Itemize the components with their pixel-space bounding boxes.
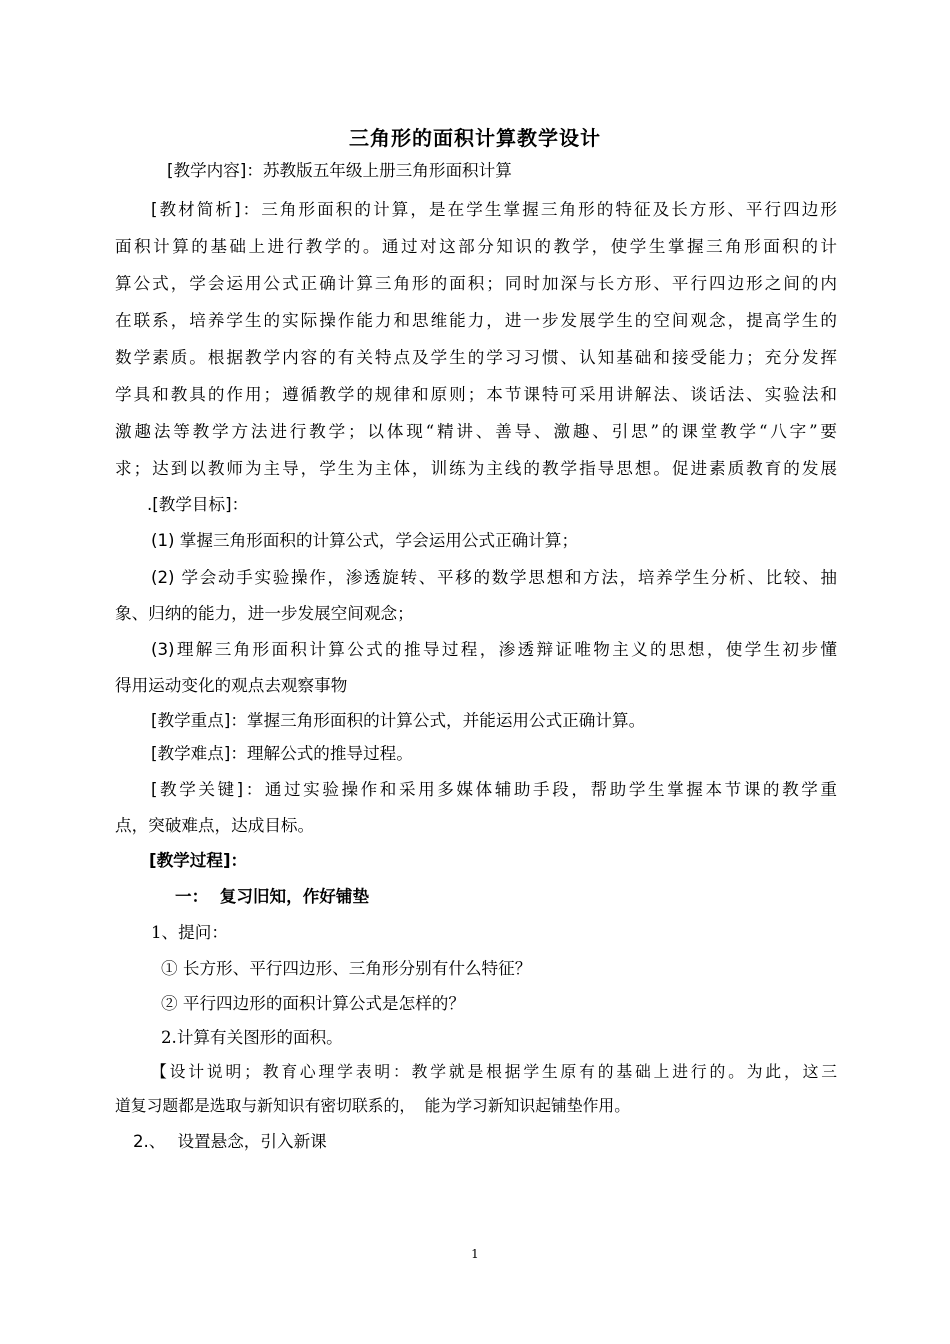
goal-3-line-2: 得用运动变化的观点去观察事物	[115, 676, 348, 695]
goal-2-number: (2)	[151, 568, 175, 587]
goal-2	[151, 567, 837, 589]
questions-label: 1、提问：	[151, 923, 228, 942]
goal-1-text: 掌握三角形面积的计算公式，学会运用公式正确计算；	[174, 531, 579, 550]
difficulty-text: 理解公式的推导过程。	[246, 744, 413, 763]
difficulty	[151, 743, 837, 765]
document-title: 三角形的面积计算教学设计	[349, 126, 601, 150]
analysis-text-1: 三角形面积的计算，是在学生掌握三角形的特征及长方形、平行四边形	[261, 200, 837, 219]
analysis-line-7: 激趣法等教学方法进行教学；以体现“精讲、善导、激趣、引思”的课堂教学“八字”要	[115, 422, 837, 441]
goal-2-line-2: 象、归纳的能力，进一步发展空间观念；	[115, 604, 414, 623]
question-3: 2.计算有关图形的面积。	[161, 1028, 343, 1047]
section-2-heading	[133, 1131, 837, 1153]
teaching-content	[167, 160, 837, 182]
key-point-label: [教学重点]：	[151, 711, 247, 730]
analysis-line-2: 面积计算的基础上进行教学的。通过对这部分知识的教学，使学生掌握三角形面积的计	[115, 237, 837, 256]
analysis-label: [教材简析]：	[151, 200, 262, 219]
key-point-text: 掌握三角形面积的计算公式，并能运用公式正确计算。	[246, 711, 646, 730]
analysis-line-4: 在联系，培养学生的实际操作能力和思维能力，进一步发展学生的空间观念，提高学生的	[115, 311, 837, 330]
analysis-line-3: 算公式，学会运用公式正确计算三角形的面积；同时加深与长方形、平行四边形之间的内	[115, 274, 837, 293]
analysis-line-6: 学具和教具的作用；遵循教学的规律和原则；本节课特可采用讲解法、谈话法、实验法和	[115, 385, 837, 404]
difficulty-label: [教学难点]：	[151, 744, 247, 763]
question-1: ① 长方形、平行四边形、三角形分别有什么特征？	[161, 959, 532, 978]
design-note-line-2: 道复习题都是选取与新知识有密切联系的， 能为学习新知识起铺垫作用。	[115, 1096, 631, 1115]
question-2: ② 平行四边形的面积计算公式是怎样的？	[161, 994, 465, 1013]
section-2-number: 2.、	[133, 1132, 166, 1151]
crux-label: [教学关键]：	[151, 780, 265, 799]
page-number: 1	[471, 1247, 479, 1261]
teaching-content-label: [教学内容]：	[167, 161, 263, 180]
goal-3	[151, 639, 837, 661]
goal-2-text: 学会动手实验操作，渗透旋转、平移的数学思想和方法，培养学生分析、比较、抽	[174, 568, 837, 587]
design-note-line-1: 【设计说明；教育心理学表明：教学就是根据学生原有的基础上进行的。为此，这三	[151, 1062, 837, 1081]
analysis-line-8: 求；达到以教师为主导，学生为主体，训练为主线的教学指导思想。促进素质教育的发展	[115, 459, 837, 478]
section-2-title: 设置悬念，引入新课	[177, 1132, 327, 1151]
analysis-line-5: 数学素质。根据教学内容的有关特点及学生的学习习惯、认知基础和接受能力；充分发挥	[115, 348, 837, 367]
goal-1-number: (1)	[151, 531, 175, 550]
goal-3-number: (3)	[151, 640, 175, 659]
goals-label: .[教学目标]：	[147, 495, 249, 514]
process-label: [教学过程]：	[149, 851, 248, 870]
goal-1	[151, 530, 837, 552]
crux-text: 通过实验操作和采用多媒体辅助手段，帮助学生掌握本节课的教学重	[264, 780, 837, 799]
analysis-line-1	[151, 199, 837, 221]
teaching-content-text: 苏教版五年级上册三角形面积计算	[262, 161, 512, 180]
key-point	[151, 710, 837, 732]
goal-3-text: 理解三角形面积计算公式的推导过程，渗透辩证唯物主义的思想，使学生初步懂	[174, 640, 837, 659]
crux-line-2: 点，突破难点，达成目标。	[115, 816, 315, 835]
section-1-heading: 一： 复习旧知，作好铺垫	[175, 887, 370, 906]
crux	[151, 779, 837, 801]
